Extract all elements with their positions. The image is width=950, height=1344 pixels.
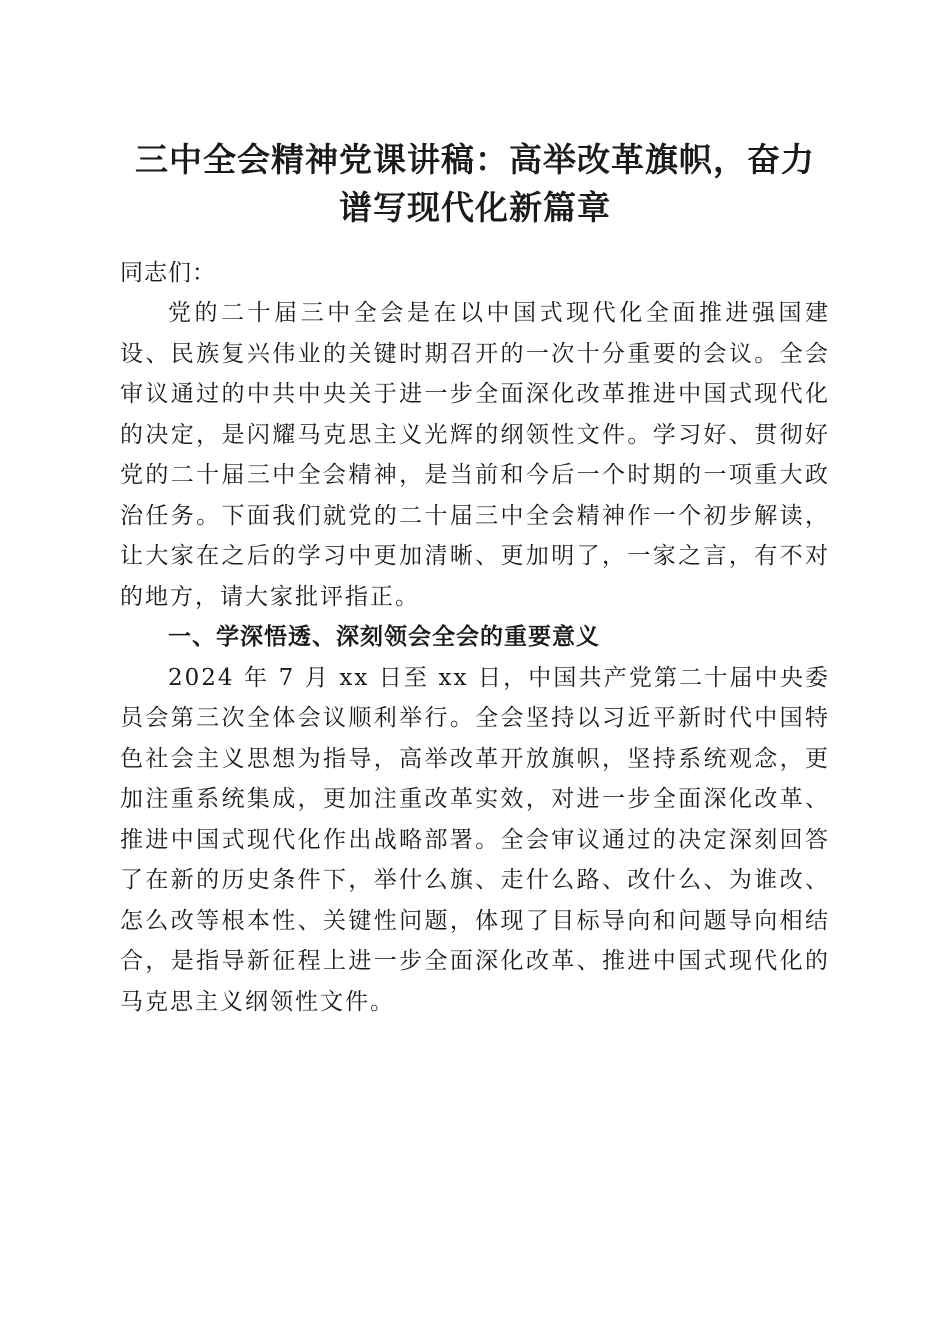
section-heading-1: 一、学深悟透、深刻领会全会的重要意义 — [168, 624, 600, 650]
paragraph-section-1: 2024 年 7 月 xx 日至 xx 日，中国共产党第二十届中央委员会第三次全体会议顺利举行。全会坚持以习近平新时代中国特色社会主义思想为指导，高举改革开放旗帜，坚持系统观念，更加注重系统集成，更加注重改革实效，对进一步全面深化改革、推进中国式现代化作出战略部署。全会审议通过的决定深刻回答了在新的历史条件下，举什么旗、走什么路、改什么、为谁改、怎么改等根本性、关键性问题，体现了目标导向和问题导向相结合，是指导新征程上进一步全面深化改革、推进中国式现代化的马克思主义纲领性文件。 — [120, 664, 830, 1015]
title-line-1: 三中全会精神党课讲稿：高举改革旗帜，奋力 — [135, 140, 815, 179]
paragraph-intro: 党的二十届三中全会是在以中国式现代化全面推进强国建设、民族复兴伟业的关键时期召开的一次十分重要的会议。全会审议通过的中共中央关于进一步全面深化改革推进中国式现代化的决定，是闪耀马克思主义光辉的纲领性文件。学习好、贯彻好党的二十届三中全会精神，是当前和今后一个时期的一项重大政治任务。下面我们就党的二十届三中全会精神作一个初步解读，让大家在之后的学习中更加清晰、更加明了，一家之言，有不对的地方，请大家批评指正。 — [120, 300, 830, 610]
title-line-2: 谱写现代化新篇章 — [339, 188, 611, 227]
salutation: 同志们： — [120, 260, 216, 286]
document-title — [110, 136, 840, 232]
document-body — [120, 253, 830, 1022]
